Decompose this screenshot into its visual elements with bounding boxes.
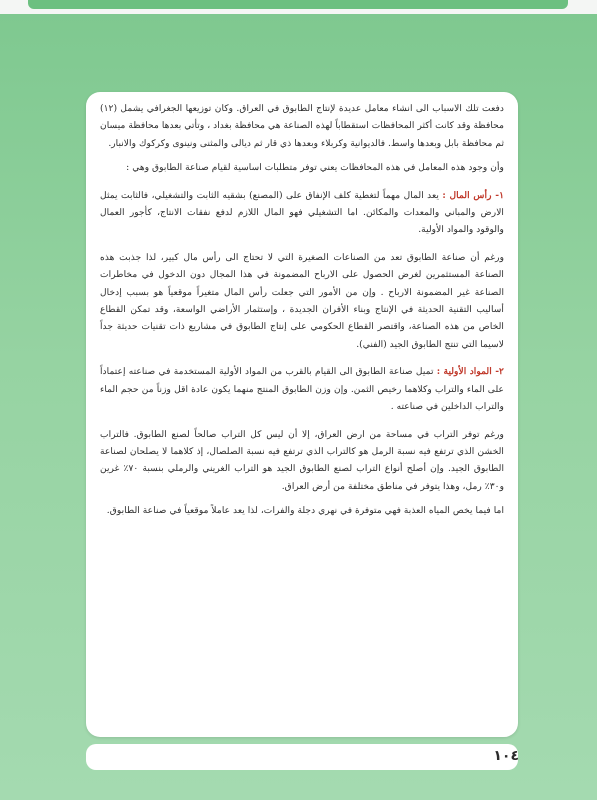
paragraph-7: اما فيما يخص المياه العذبة فهي متوفرة في نهري دجلة والفرات، لذا يعد عاملاً موقعياً في صناعة الطابوق.: [106, 505, 504, 517]
footer-bar: [86, 744, 518, 770]
paragraph-6: ورغم توفر التراب في مساحة من ارض العراق، إلا أن ليس كل التراب صالحاً لصنع الطابوق. فالتراب الخشن الذي ترتفع فيه نسبة الرمل هو كالتراب الذي ترتفع فيه نسبة الصلصال، إذ كلاهما لا يصلحان لصناعة الطابوق الجيد. وإن أصلح أنواع التراب لصنع الطابوق الجيد هو التراب الغريني والرملي بنسبة ٧٠٪ غرين و٣٠٪ رمل، وهذا يتوفر في مناطق مختلفة من أرض العراق.: [100, 428, 505, 492]
paragraph-5-text: تميل صناعة الطابوق الى القيام بالقرب من المواد الأولية المستخدمة في صناعته إعتماداً على الماء والتراب وكلاهما رخيص الثمن. وإن وزن الطابوق المنتج منهما يكون عادة اقل وزناً من حجم الماء والتراب الداخلين في صناعته .: [100, 366, 504, 413]
page-card: [86, 92, 518, 737]
previous-page-edge: [28, 0, 568, 9]
paragraph-1: دفعت تلك الاسباب الى انشاء معامل عديدة لإنتاج الطابوق في العراق. وكان توزيعها الجغرافي يشمل (١٢) محافظة وقد كانت أكثر المحافظات استقطاباً لهذه الصناعة هي محافظة بغداد ، وتأتي بعدها محافظة ميسان ثم محافظة بابل وبعدها واسط. فالديوانية وكربلاء وبعدها ذي قار ثم ديالى والمثنى ونينوى وكركوك والانبار.: [100, 103, 504, 149]
page-number: ١٠٤: [493, 748, 519, 764]
paragraph-5: [100, 363, 504, 415]
paragraph-3-text: يعد المال مهماً لتغطية كلف الإنفاق على (المصنع) بشقيه الثابت والتشغيلي، فالثابت يمثل الارض والمباني والمعدات والمكائن. اما التشغيلي فهو المال اللازم لدفع نفقات الانتاج، كأجور العمال والوقود والمواد الأولية.: [100, 189, 504, 236]
heading-capital: ١- رأس المال :: [442, 189, 504, 201]
heading-raw-materials: ٢- المواد الأولية :: [436, 366, 504, 378]
paragraph-4: ورغم أن صناعة الطابوق تعد من الصناعات الصغيرة التي لا تحتاج الى رأس مال كبير، لذا جذبت هذه الصناعة المستثمرين لغرض الحصول على الارباح المضمونة في هذا المجال دون الدخول في مخاطرات الصناعة غير المضمونة الارباح . وإن من الأمور التي جعلت رأس المال متغيراً موقعياً هو بسبب إدخال أساليب التقنية الحديثة في الإنتاج وبناء الأفران الجديدة ، وإستثمار الأراضي الواسعة، وقد تمكن القطاع الخاص من هذه الصناعة، واقتصر القطاع الحكومي على إنتاج الطابوق في مشاريع ذات تقنيات حديثة جداً لاسيما التي تنتج الطابوق الجيد (الفني).: [100, 251, 504, 350]
paragraph-2: وأن وجود هذه المعامل في هذه المحافظات يعني توفر متطلبات اساسية لقيام صناعة الطابوق وهي :: [126, 162, 504, 174]
paragraph-3: [100, 187, 504, 239]
